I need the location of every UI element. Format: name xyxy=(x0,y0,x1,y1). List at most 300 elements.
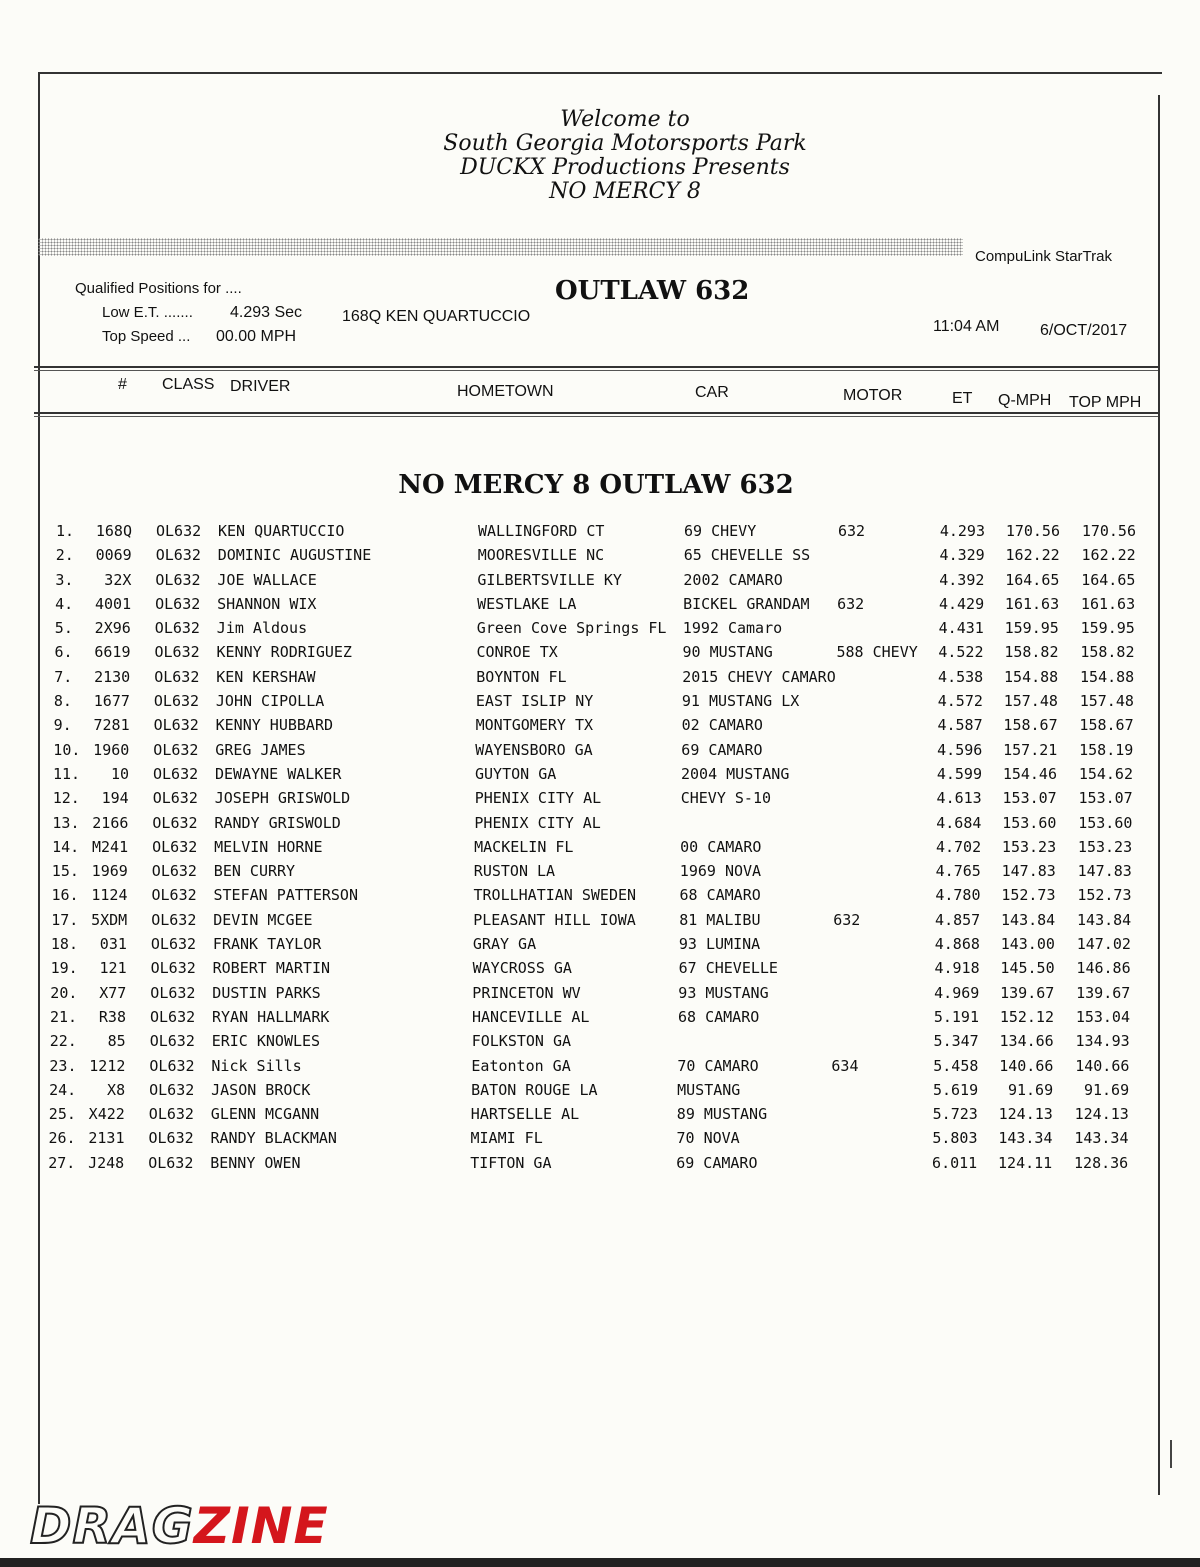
cell-pos: 21. xyxy=(50,1007,78,1026)
cell-num: 7281 xyxy=(93,716,130,735)
table-row xyxy=(0,838,1196,862)
cell-class: OL632 xyxy=(155,546,201,565)
cell-et: 5.458 xyxy=(933,1056,979,1075)
cell-class: OL632 xyxy=(148,1105,194,1124)
cell-topmph: 158.19 xyxy=(1079,740,1134,759)
cell-et: 4.431 xyxy=(938,619,984,638)
cell-class: OL632 xyxy=(154,643,200,662)
cell-et: 4.613 xyxy=(936,789,982,808)
cell-class: OL632 xyxy=(150,1007,196,1026)
cell-class: OL632 xyxy=(149,1056,195,1075)
cell-pos: 9. xyxy=(53,716,72,735)
table-row xyxy=(0,571,1199,595)
table-row xyxy=(0,1105,1193,1129)
cell-hometown: GRAY GA xyxy=(472,935,537,954)
cell-et: 4.702 xyxy=(935,837,982,856)
cell-hometown: WAYCROSS GA xyxy=(472,959,572,978)
cell-driver: JOHN CIPOLLA xyxy=(215,692,325,711)
divider-top-inner xyxy=(34,370,1158,371)
cell-et: 4.868 xyxy=(934,935,980,954)
cell-topmph: 143.84 xyxy=(1077,910,1132,929)
cell-class: OL632 xyxy=(149,1080,195,1099)
cell-car: 93 MUSTANG xyxy=(678,983,769,1002)
cell-driver: GREG JAMES xyxy=(215,740,306,759)
cell-hometown: MIAMI FL xyxy=(470,1129,543,1148)
top-speed-value: 00.00 MPH xyxy=(216,328,297,345)
timing-brand: CompuLink StarTrak xyxy=(975,248,1112,265)
cell-topmph: 153.07 xyxy=(1078,789,1133,808)
cell-qmph: 161.63 xyxy=(1004,594,1060,613)
cell-motor: 588 CHEVY xyxy=(836,643,918,662)
cell-num: X8 xyxy=(107,1080,126,1099)
cell-hometown: BOYNTON FL xyxy=(476,667,567,686)
cell-car: 67 CHEVELLE xyxy=(678,959,778,978)
cell-et: 4.780 xyxy=(935,886,981,905)
cell-car: 2002 CAMARO xyxy=(683,570,783,589)
cell-car: 2004 MUSTANG xyxy=(681,764,790,783)
cell-qmph: 159.95 xyxy=(1004,619,1059,638)
top-speed-label: Top Speed ... xyxy=(102,328,191,345)
cell-pos: 19. xyxy=(50,959,78,978)
cell-car: 2015 CHEVY CAMARO xyxy=(682,667,836,686)
cell-topmph: 161.63 xyxy=(1080,594,1136,613)
cell-driver: MELVIN HORNE xyxy=(214,837,323,856)
cell-topmph: 162.22 xyxy=(1081,546,1136,565)
cell-qmph: 147.83 xyxy=(1001,862,1056,881)
cell-motor: 634 xyxy=(831,1056,859,1075)
cell-qmph: 153.07 xyxy=(1002,789,1057,808)
cell-class: OL632 xyxy=(148,1153,194,1172)
cell-driver: JOE WALLACE xyxy=(217,570,317,589)
cell-class: OL632 xyxy=(150,935,197,954)
cell-car: 70 NOVA xyxy=(676,1129,740,1148)
class-title: OUTLAW 632 xyxy=(555,276,750,306)
cell-et: 4.857 xyxy=(935,910,981,929)
cell-qmph: 152.12 xyxy=(999,1007,1054,1026)
table-row xyxy=(0,741,1197,765)
cell-class: OL632 xyxy=(155,594,201,613)
cell-num: 031 xyxy=(99,935,127,954)
cell-qmph: 157.48 xyxy=(1003,692,1058,711)
table-row xyxy=(0,765,1197,789)
cell-topmph: 158.82 xyxy=(1080,643,1135,662)
cell-driver: Nick Sills xyxy=(211,1056,302,1075)
cell-num: X422 xyxy=(88,1105,125,1124)
cell-pos: 4. xyxy=(55,594,74,613)
table-row xyxy=(0,911,1195,935)
cell-qmph: 143.34 xyxy=(998,1129,1053,1148)
cell-class: OL632 xyxy=(151,886,197,905)
col-topmph: TOP MPH xyxy=(1069,394,1142,411)
cell-topmph: 153.23 xyxy=(1077,837,1133,856)
table-row xyxy=(0,692,1198,716)
cell-class: OL632 xyxy=(152,837,198,856)
cell-driver: Jim Aldous xyxy=(216,619,308,638)
cell-qmph: 158.67 xyxy=(1003,716,1058,735)
cell-car: 65 CHEVELLE SS xyxy=(683,546,811,565)
welcome-line: Welcome to xyxy=(560,107,690,132)
table-row xyxy=(0,668,1198,692)
cell-qmph: 152.73 xyxy=(1001,886,1056,905)
event-name: NO MERCY 8 xyxy=(549,179,701,204)
cell-pos: 3. xyxy=(55,570,74,589)
cell-pos: 7. xyxy=(54,667,73,686)
cell-class: OL632 xyxy=(156,522,202,540)
cell-qmph: 162.22 xyxy=(1005,546,1060,565)
cell-hometown: FOLKSTON GA xyxy=(471,1032,572,1051)
cell-qmph: 134.66 xyxy=(999,1032,1054,1051)
cell-car: 69 CAMARO xyxy=(676,1153,758,1172)
table-row xyxy=(0,862,1196,886)
cell-topmph: 139.67 xyxy=(1076,983,1131,1002)
table-row xyxy=(0,1008,1194,1032)
cell-hometown: EAST ISLIP NY xyxy=(475,692,594,711)
cell-qmph: 124.13 xyxy=(998,1105,1053,1124)
cell-topmph: 154.88 xyxy=(1080,667,1135,686)
cell-qmph: 158.82 xyxy=(1004,643,1059,662)
divider-top xyxy=(34,366,1158,368)
cell-hometown: HARTSELLE AL xyxy=(470,1105,580,1124)
cell-et: 4.765 xyxy=(935,862,981,881)
logo-part-drag: DRAG xyxy=(30,1497,194,1555)
table-row xyxy=(0,814,1196,838)
cell-pos: 18. xyxy=(50,935,78,954)
cell-num: 32X xyxy=(104,570,132,589)
cell-hometown: CONROE TX xyxy=(476,643,558,662)
cell-qmph: 143.84 xyxy=(1001,910,1056,929)
cell-qmph: 143.00 xyxy=(1000,935,1055,954)
cell-driver: DEWAYNE WALKER xyxy=(215,764,342,783)
cell-driver: DOMINIC AUGUSTINE xyxy=(217,546,372,565)
cell-hometown: WAYENSBORO GA xyxy=(475,740,593,759)
cell-num: 1677 xyxy=(93,692,130,711)
dotted-band xyxy=(38,238,963,256)
cell-car: 91 MUSTANG LX xyxy=(681,692,800,711)
col-driver: DRIVER xyxy=(230,378,291,395)
cell-car: BICKEL GRANDAM xyxy=(683,594,810,613)
cell-et: 5.191 xyxy=(933,1007,979,1026)
cell-pos: 6. xyxy=(54,643,73,662)
table-row xyxy=(0,619,1199,643)
cell-et: 4.969 xyxy=(934,983,980,1002)
cell-num: 0069 xyxy=(95,546,132,565)
cell-driver: RANDY BLACKMAN xyxy=(210,1129,337,1148)
cell-num: 1124 xyxy=(91,886,128,905)
cell-class: OL632 xyxy=(153,716,199,735)
cell-hometown: Eatonton GA xyxy=(471,1056,571,1075)
welcome-block xyxy=(0,108,1200,204)
cell-qmph: 153.60 xyxy=(1002,813,1057,832)
cell-num: R38 xyxy=(98,1007,126,1026)
table-row xyxy=(0,522,1200,546)
cell-et: 5.803 xyxy=(932,1129,978,1148)
cell-topmph: 164.65 xyxy=(1081,570,1136,589)
cell-pos: 16. xyxy=(51,886,79,905)
cell-num: X77 xyxy=(99,983,127,1002)
cell-num: 10 xyxy=(110,764,129,783)
cell-pos: 10. xyxy=(53,740,81,759)
track-name: South Georgia Motorsports Park xyxy=(443,131,807,156)
cell-hometown: MONTGOMERY TX xyxy=(475,716,594,735)
cell-class: OL632 xyxy=(153,692,200,711)
cell-driver: ROBERT MARTIN xyxy=(212,959,331,978)
cell-class: OL632 xyxy=(154,619,200,638)
cell-driver: KEN KERSHAW xyxy=(216,667,316,686)
cell-topmph: 157.48 xyxy=(1079,692,1134,711)
cell-topmph: 140.66 xyxy=(1075,1056,1130,1075)
cell-hometown: WESTLAKE LA xyxy=(477,594,577,613)
cell-driver: JOSEPH GRISWOLD xyxy=(214,789,351,808)
cell-car: 69 CHEVY xyxy=(684,522,757,540)
cell-hometown: GUYTON GA xyxy=(475,764,557,783)
table-row xyxy=(0,984,1194,1008)
col-et: ET xyxy=(952,390,973,407)
cell-et: 4.918 xyxy=(934,959,980,978)
cell-class: OL632 xyxy=(149,1032,195,1051)
cell-car: 90 MUSTANG xyxy=(682,643,773,662)
cell-driver: ERIC KNOWLES xyxy=(211,1032,321,1051)
cell-num: 4001 xyxy=(94,594,132,613)
cell-class: OL632 xyxy=(155,570,201,589)
cell-qmph: 154.88 xyxy=(1004,667,1059,686)
col-class: CLASS xyxy=(162,376,215,393)
table-row xyxy=(0,1032,1194,1056)
cell-pos: 13. xyxy=(52,813,80,832)
cell-et: 4.429 xyxy=(938,594,985,613)
cell-topmph: 134.93 xyxy=(1075,1032,1130,1051)
cell-qmph: 170.56 xyxy=(1005,522,1060,540)
cell-pos: 1. xyxy=(56,522,75,540)
cell-pos: 15. xyxy=(51,862,79,881)
table-row xyxy=(0,886,1196,910)
cell-car: 93 LUMINA xyxy=(678,935,761,954)
table-title xyxy=(0,470,1200,500)
cell-topmph: 147.83 xyxy=(1077,862,1132,881)
cell-driver: RANDY GRISWOLD xyxy=(214,813,341,832)
cell-topmph: 147.02 xyxy=(1076,935,1131,954)
cell-class: OL632 xyxy=(152,813,198,832)
divider-bottom-inner xyxy=(34,416,1158,417)
cell-driver: SHANNON WIX xyxy=(217,594,317,613)
cell-num: 168Q xyxy=(95,522,132,540)
table-row xyxy=(0,1057,1193,1081)
cell-topmph: 158.67 xyxy=(1079,716,1134,735)
table-row xyxy=(0,1081,1193,1105)
cell-pos: 22. xyxy=(49,1032,77,1051)
cell-class: OL632 xyxy=(150,983,196,1002)
cell-motor: 632 xyxy=(837,594,865,613)
dragzine-logo xyxy=(30,1497,329,1555)
cell-class: OL632 xyxy=(150,959,196,978)
scan-mark xyxy=(1170,1440,1172,1468)
cell-driver: KENNY HUBBARD xyxy=(215,716,334,735)
cell-class: OL632 xyxy=(148,1129,194,1148)
cell-car: 68 CAMARO xyxy=(679,886,761,905)
logo-part-zine: ZINE xyxy=(193,1497,329,1555)
cell-qmph: 124.11 xyxy=(998,1153,1053,1172)
divider-bottom xyxy=(34,412,1158,414)
cell-num: 121 xyxy=(99,959,127,978)
low-et-label: Low E.T. ....... xyxy=(102,304,193,321)
cell-car: 81 MALIBU xyxy=(679,910,761,929)
cell-topmph: 153.60 xyxy=(1078,813,1133,832)
cell-et: 4.599 xyxy=(936,764,982,783)
cell-et: 4.596 xyxy=(937,740,983,759)
cell-num: 1969 xyxy=(91,862,128,881)
cell-hometown: PLEASANT HILL IOWA xyxy=(473,910,636,929)
cell-et: 4.538 xyxy=(938,667,984,686)
cell-hometown: TIFTON GA xyxy=(470,1153,552,1172)
cell-pos: 24. xyxy=(49,1080,77,1099)
cell-num: 85 xyxy=(107,1032,126,1051)
cell-hometown: GILBERTSVILLE KY xyxy=(477,570,622,589)
cell-car: 1969 NOVA xyxy=(679,862,762,881)
table-row xyxy=(0,716,1198,740)
cell-topmph: 143.34 xyxy=(1074,1129,1129,1148)
cell-num: 194 xyxy=(101,789,129,808)
cell-et: 4.329 xyxy=(939,546,985,565)
report-time: 11:04 AM xyxy=(933,318,1000,335)
cell-et: 6.011 xyxy=(932,1153,978,1172)
cell-hometown: MOORESVILLE NC xyxy=(477,546,605,565)
cell-hometown: BATON ROUGE LA xyxy=(471,1080,598,1099)
cell-pos: 25. xyxy=(48,1105,76,1124)
cell-driver: BENNY OWEN xyxy=(210,1153,301,1172)
cell-pos: 27. xyxy=(48,1153,76,1172)
cell-driver: KENNY RODRIGUEZ xyxy=(216,643,352,662)
cell-hometown: RUSTON LA xyxy=(473,862,556,881)
report-date: 6/OCT/2017 xyxy=(1040,322,1128,339)
cell-hometown: MACKELIN FL xyxy=(474,837,574,856)
cell-car: 68 CAMARO xyxy=(678,1007,760,1026)
cell-car: 00 CAMARO xyxy=(680,837,762,856)
cell-hometown: WALLINGFORD CT xyxy=(478,522,605,540)
cell-pos: 8. xyxy=(53,692,72,711)
cell-num: 1960 xyxy=(93,740,130,759)
cell-driver: DUSTIN PARKS xyxy=(212,983,321,1002)
qualified-label: Qualified Positions for .... xyxy=(75,280,242,297)
cell-qmph: 91.69 xyxy=(1007,1080,1054,1099)
cell-num: 5XDM xyxy=(91,910,128,929)
cell-topmph: 146.86 xyxy=(1076,959,1131,978)
cell-hometown: HANCEVILLE AL xyxy=(472,1007,590,1026)
cell-et: 4.587 xyxy=(937,716,983,735)
cell-pos: 20. xyxy=(50,983,78,1002)
cell-driver: BEN CURRY xyxy=(213,862,296,881)
table-row xyxy=(0,789,1197,813)
cell-qmph: 139.67 xyxy=(1000,983,1055,1002)
table-row xyxy=(0,935,1195,959)
cell-et: 4.293 xyxy=(939,522,985,540)
cell-qmph: 140.66 xyxy=(999,1056,1054,1075)
cell-driver: DEVIN MCGEE xyxy=(213,910,313,929)
cell-class: OL632 xyxy=(153,764,199,783)
cell-car: 1992 Camaro xyxy=(682,619,783,638)
cell-class: OL632 xyxy=(151,862,197,881)
cell-num: M241 xyxy=(91,837,129,856)
cell-et: 4.684 xyxy=(936,813,982,832)
table-row xyxy=(0,546,1200,570)
cell-et: 5.347 xyxy=(933,1032,979,1051)
table-row xyxy=(0,959,1195,983)
cell-topmph: 153.04 xyxy=(1075,1007,1130,1026)
cell-et: 4.572 xyxy=(937,692,983,711)
cell-qmph: 157.21 xyxy=(1003,740,1058,759)
results-table xyxy=(0,522,1200,1178)
col-hometown: HOMETOWN xyxy=(457,383,554,400)
cell-driver: KEN QUARTUCCIO xyxy=(218,522,345,540)
table-row xyxy=(0,1154,1192,1178)
cell-driver: JASON BROCK xyxy=(211,1080,311,1099)
cell-class: OL632 xyxy=(153,740,199,759)
cell-num: 2166 xyxy=(92,813,129,832)
cell-et: 5.723 xyxy=(932,1105,978,1124)
cell-hometown: PRINCETON WV xyxy=(472,983,581,1002)
cell-pos: 14. xyxy=(52,837,80,856)
cell-motor: 632 xyxy=(833,910,861,929)
cell-num: 2X96 xyxy=(94,619,131,638)
cell-topmph: 159.95 xyxy=(1080,619,1135,638)
cell-topmph: 154.62 xyxy=(1078,764,1133,783)
cell-driver: GLENN MCGANN xyxy=(210,1105,320,1124)
cell-topmph: 152.73 xyxy=(1077,886,1132,905)
cell-driver: STEFAN PATTERSON xyxy=(213,886,358,905)
cell-num: 2131 xyxy=(88,1129,125,1148)
table-title-text: NO MERCY 8 OUTLAW 632 xyxy=(398,470,794,500)
cell-topmph: 91.69 xyxy=(1083,1080,1130,1099)
cell-hometown: PHENIX CITY AL xyxy=(474,813,601,832)
cell-qmph: 145.50 xyxy=(1000,959,1055,978)
cell-et: 4.522 xyxy=(938,643,984,662)
cell-qmph: 153.23 xyxy=(1001,837,1057,856)
cell-class: OL632 xyxy=(151,910,197,929)
cell-num: 6619 xyxy=(94,643,131,662)
col-qmph: Q-MPH xyxy=(998,392,1052,409)
cell-driver: RYAN HALLMARK xyxy=(212,1007,330,1026)
cell-pos: 2. xyxy=(55,546,74,565)
cell-car: 70 CAMARO xyxy=(677,1056,759,1075)
cell-et: 5.619 xyxy=(932,1080,979,1099)
cell-num: 2130 xyxy=(94,667,131,686)
cell-hometown: PHENIX CITY AL xyxy=(474,789,602,808)
cell-class: OL632 xyxy=(152,789,198,808)
cell-topmph: 170.56 xyxy=(1081,522,1136,540)
cell-et: 4.392 xyxy=(939,570,985,589)
col-num: # xyxy=(118,376,127,393)
cell-pos: 23. xyxy=(49,1056,77,1075)
scan-edge xyxy=(0,1558,1200,1567)
cell-car: 69 CAMARO xyxy=(681,740,763,759)
cell-num: J248 xyxy=(88,1153,125,1172)
cell-topmph: 124.13 xyxy=(1074,1105,1129,1124)
cell-car: MUSTANG xyxy=(677,1080,741,1099)
cell-class: OL632 xyxy=(154,667,200,686)
cell-car: CHEVY S-10 xyxy=(680,789,772,808)
low-et-value: 4.293 Sec xyxy=(230,304,303,321)
cell-hometown: TROLLHATIAN SWEDEN xyxy=(473,886,637,905)
cell-motor: 632 xyxy=(838,522,866,540)
cell-pos: 17. xyxy=(51,910,79,929)
cell-num: 1212 xyxy=(89,1056,126,1075)
col-motor: MOTOR xyxy=(843,387,903,404)
cell-qmph: 164.65 xyxy=(1005,570,1060,589)
cell-qmph: 154.46 xyxy=(1002,764,1057,783)
cell-pos: 5. xyxy=(54,619,73,638)
cell-car: 89 MUSTANG xyxy=(676,1105,768,1124)
low-et-holder: 168Q KEN QUARTUCCIO xyxy=(342,308,531,325)
cell-pos: 11. xyxy=(53,764,81,783)
cell-pos: 12. xyxy=(52,789,80,808)
